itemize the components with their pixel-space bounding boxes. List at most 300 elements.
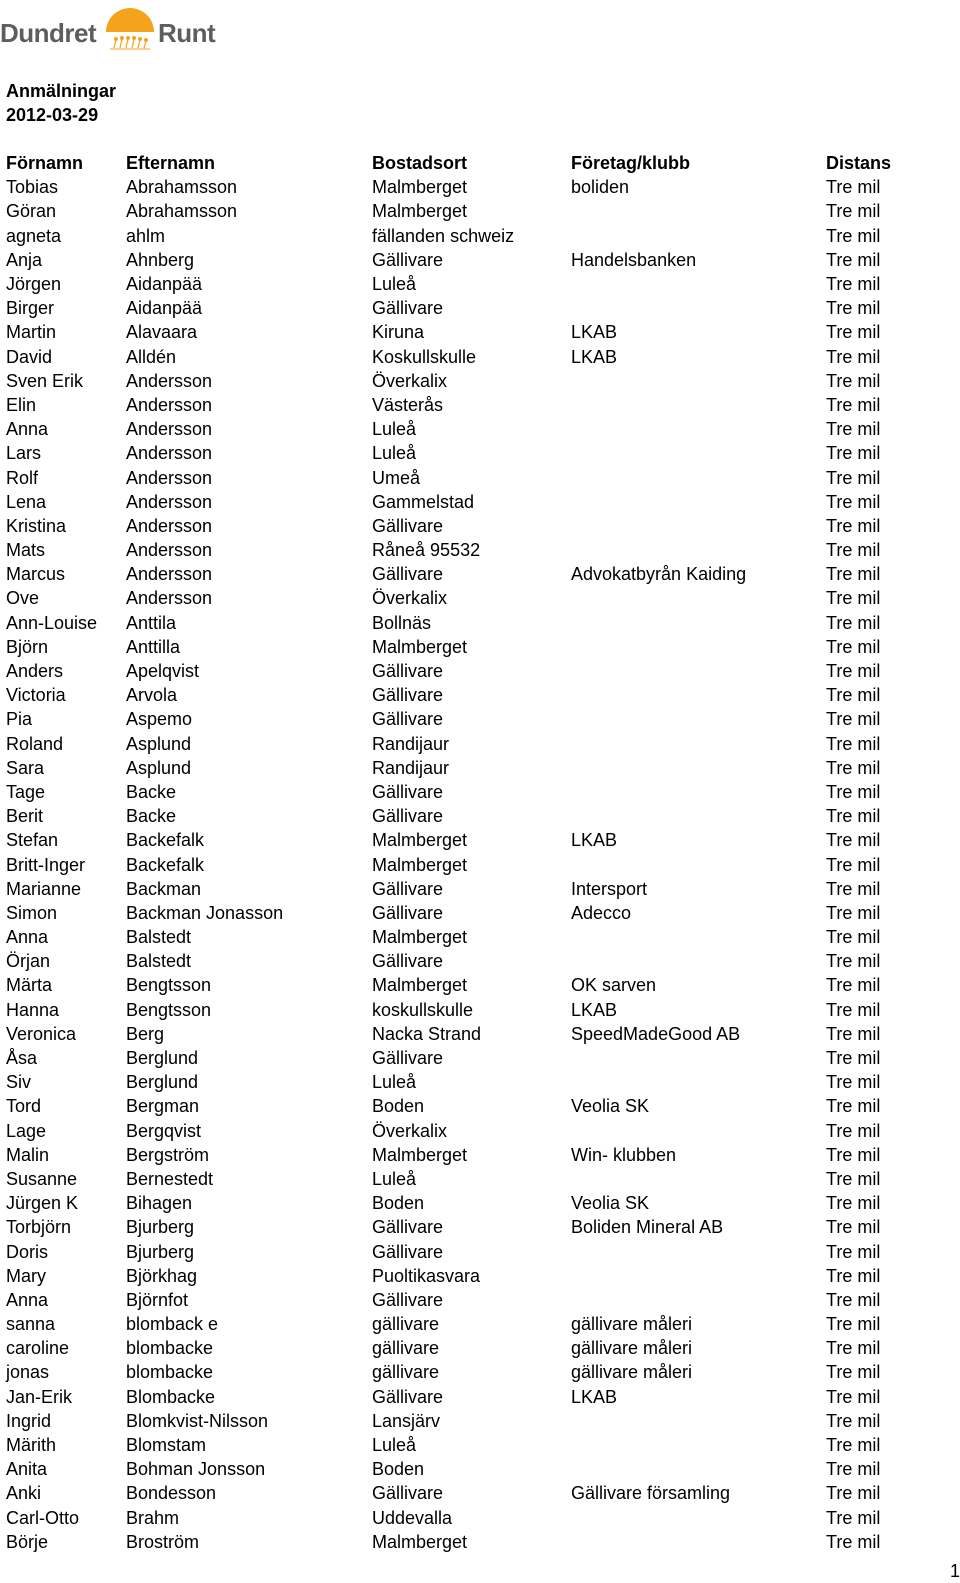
table-row <box>0 756 900 780</box>
cell-first-name: sanna <box>6 1314 56 1335</box>
cell-distance: Tre mil <box>826 322 881 343</box>
cell-first-name: Veronica <box>6 1023 77 1044</box>
cell-club <box>565 804 820 828</box>
cell-club <box>565 1530 820 1554</box>
cell-first-name: Börje <box>6 1531 49 1552</box>
dundret-runt-logo <box>0 2 230 54</box>
table-row <box>0 1143 900 1167</box>
cell-city: Gällivare <box>372 1386 444 1407</box>
cell-last-name: Björkhag <box>126 1265 198 1286</box>
cell-distance: Tre mil <box>826 927 881 948</box>
table-row <box>0 1360 900 1384</box>
cell-club <box>565 393 820 417</box>
table-row <box>0 611 900 635</box>
cell-club: gällivare måleri <box>571 1362 693 1383</box>
cell-last-name: Abrahamsson <box>126 201 238 222</box>
table-row <box>0 224 900 248</box>
table-header-row <box>0 151 900 175</box>
cell-city: Uddevalla <box>372 1507 453 1528</box>
cell-distance: Tre mil <box>826 274 881 295</box>
cell-club <box>565 1070 820 1094</box>
page-number: 1 <box>949 1561 960 1581</box>
cell-city: gällivare <box>372 1314 440 1335</box>
cell-club <box>565 949 820 973</box>
cell-last-name: Berg <box>126 1023 165 1044</box>
cell-city: Malmberget <box>372 177 468 198</box>
cell-distance: Tre mil <box>826 298 881 319</box>
table-row <box>0 1119 900 1143</box>
cell-club <box>565 925 820 949</box>
cell-city: Kiruna <box>372 322 425 343</box>
cell-first-name: Anders <box>6 661 64 682</box>
cell-city: Luleå <box>372 443 417 464</box>
cell-distance: Tre mil <box>826 1241 881 1262</box>
table-row <box>0 780 900 804</box>
table-row <box>0 1215 900 1239</box>
cell-club: LKAB <box>571 346 618 367</box>
cell-city: gällivare <box>372 1338 440 1359</box>
table-row <box>0 1022 900 1046</box>
cell-first-name: Åsa <box>6 1048 38 1069</box>
cell-city: Gällivare <box>372 564 444 585</box>
cell-last-name: Asplund <box>126 733 192 754</box>
cell-club <box>565 732 820 756</box>
cell-club: Gällivare församling <box>571 1483 731 1504</box>
cell-distance: Tre mil <box>826 346 881 367</box>
cell-city: Luleå <box>372 274 417 295</box>
cell-city: Överkalix <box>372 588 448 609</box>
table-row <box>0 659 900 683</box>
table-row <box>0 320 900 344</box>
table-row <box>0 1336 900 1360</box>
cell-first-name: Roland <box>6 733 64 754</box>
cell-first-name: Sara <box>6 757 45 778</box>
cell-last-name: Bergström <box>126 1144 210 1165</box>
cell-club: OK sarven <box>571 975 657 996</box>
cell-first-name: Göran <box>6 201 57 222</box>
cell-city: Gällivare <box>372 661 444 682</box>
page-title: Anmälningar <box>6 81 117 101</box>
cell-last-name: Andersson <box>126 588 213 609</box>
cell-first-name: Sven Erik <box>6 370 84 391</box>
cell-city: Malmberget <box>372 1144 468 1165</box>
cell-city: Malmberget <box>372 854 468 875</box>
cell-city: Randijaur <box>372 733 450 754</box>
cell-city: Gällivare <box>372 951 444 972</box>
cell-distance: Tre mil <box>826 1193 881 1214</box>
cell-first-name: Marianne <box>6 878 82 899</box>
cell-club: Veolia SK <box>571 1096 650 1117</box>
registrations-table <box>0 151 900 1554</box>
cell-first-name: Jürgen K <box>6 1193 79 1214</box>
cell-last-name: Asplund <box>126 757 192 778</box>
cell-first-name: Pia <box>6 709 33 730</box>
cell-distance: Tre mil <box>826 1144 881 1165</box>
cell-city: Gammelstad <box>372 491 475 512</box>
table-row <box>0 1288 900 1312</box>
cell-distance: Tre mil <box>826 1072 881 1093</box>
cell-first-name: Simon <box>6 902 58 923</box>
cell-city: Gällivare <box>372 298 444 319</box>
cell-club <box>565 1046 820 1070</box>
cell-last-name: Bjurberg <box>126 1241 195 1262</box>
cell-distance: Tre mil <box>826 1338 881 1359</box>
cell-city: Gällivare <box>372 685 444 706</box>
cell-first-name: Anita <box>6 1459 48 1480</box>
cell-first-name: Doris <box>6 1241 49 1262</box>
cell-distance: Tre mil <box>826 225 881 246</box>
table-row <box>0 296 900 320</box>
table-row <box>0 949 900 973</box>
cell-first-name: Anja <box>6 249 43 270</box>
cell-distance: Tre mil <box>826 999 881 1020</box>
cell-club: Veolia SK <box>571 1193 650 1214</box>
table-row <box>0 465 900 489</box>
cell-first-name: Märta <box>6 975 53 996</box>
cell-first-name: Siv <box>6 1072 32 1093</box>
cell-city: gällivare <box>372 1362 440 1383</box>
cell-distance: Tre mil <box>826 419 881 440</box>
table-row <box>0 562 900 586</box>
cell-city: Överkalix <box>372 370 448 391</box>
cell-distance: Tre mil <box>826 1168 881 1189</box>
table-row <box>0 1385 900 1409</box>
cell-distance: Tre mil <box>826 1386 881 1407</box>
cell-city: Boden <box>372 1193 425 1214</box>
cell-distance: Tre mil <box>826 443 881 464</box>
cell-club: LKAB <box>571 999 618 1020</box>
cell-city: Malmberget <box>372 830 468 851</box>
cell-last-name: Balstedt <box>126 927 192 948</box>
cell-city: Nacka Strand <box>372 1023 482 1044</box>
cell-first-name: Björn <box>6 636 49 657</box>
cell-first-name: Mary <box>6 1265 46 1286</box>
table-row <box>0 1481 900 1505</box>
cell-city: Lansjärv <box>372 1410 441 1431</box>
cell-city: Gällivare <box>372 249 444 270</box>
cell-distance: Tre mil <box>826 540 881 561</box>
cell-last-name: Alavaara <box>126 322 198 343</box>
cell-last-name: Arvola <box>126 685 178 706</box>
table-row <box>0 1046 900 1070</box>
cell-club <box>565 272 820 296</box>
cell-distance: Tre mil <box>826 1435 881 1456</box>
cell-distance: Tre mil <box>826 830 881 851</box>
cell-club: Boliden Mineral AB <box>571 1217 724 1238</box>
cell-last-name: Brahm <box>126 1507 180 1528</box>
cell-last-name: Anttila <box>126 612 177 633</box>
table-row <box>0 707 900 731</box>
cell-first-name: Anna <box>6 419 49 440</box>
cell-club <box>565 1288 820 1312</box>
cell-distance: Tre mil <box>826 975 881 996</box>
cell-distance: Tre mil <box>826 1362 881 1383</box>
cell-city: Umeå <box>372 467 421 488</box>
cell-last-name: Ahnberg <box>126 249 195 270</box>
cell-first-name: Kristina <box>6 515 67 536</box>
cell-last-name: Andersson <box>126 370 213 391</box>
cell-club <box>565 441 820 465</box>
cell-first-name: Anna <box>6 927 49 948</box>
cell-first-name: Lars <box>6 443 42 464</box>
table-row <box>0 901 900 925</box>
cell-last-name: Backman <box>126 878 202 899</box>
table-row <box>0 417 900 441</box>
cell-first-name: Anki <box>6 1483 42 1504</box>
cell-city: Malmberget <box>372 201 468 222</box>
cell-last-name: Abrahamsson <box>126 177 238 198</box>
cell-distance: Tre mil <box>826 612 881 633</box>
table-row <box>0 732 900 756</box>
cell-last-name: Andersson <box>126 540 213 561</box>
cell-city: Luleå <box>372 1072 417 1093</box>
cell-club <box>565 611 820 635</box>
cell-last-name: Broström <box>126 1531 200 1552</box>
cell-first-name: Elin <box>6 394 37 415</box>
cell-first-name: Martin <box>6 322 57 343</box>
cell-first-name: Lena <box>6 491 47 512</box>
cell-last-name: Bjurberg <box>126 1217 195 1238</box>
cell-city: Gällivare <box>372 709 444 730</box>
cell-distance: Tre mil <box>826 515 881 536</box>
cell-last-name: Bihagen <box>126 1193 193 1214</box>
cell-city: Gällivare <box>372 1241 444 1262</box>
cell-distance: Tre mil <box>826 854 881 875</box>
table-row <box>0 175 900 199</box>
cell-last-name: Anttilla <box>126 636 181 657</box>
table-row <box>0 877 900 901</box>
table-body <box>0 175 900 1554</box>
column-header-distance: Distans <box>826 153 892 174</box>
page-date: 2012-03-29 <box>6 105 99 125</box>
cell-first-name: Susanne <box>6 1168 78 1189</box>
cell-last-name: Aidanpää <box>126 274 203 295</box>
cell-club: LKAB <box>571 830 618 851</box>
cell-first-name: Anna <box>6 1289 49 1310</box>
table-row <box>0 1457 900 1481</box>
cell-distance: Tre mil <box>826 1410 881 1431</box>
cell-club <box>565 707 820 731</box>
cell-distance: Tre mil <box>826 1023 881 1044</box>
table-row <box>0 345 900 369</box>
cell-first-name: caroline <box>6 1338 70 1359</box>
table-row <box>0 683 900 707</box>
cell-club <box>565 635 820 659</box>
cell-first-name: jonas <box>6 1362 50 1383</box>
column-header-city: Bostadsort <box>372 153 468 174</box>
cell-distance: Tre mil <box>826 757 881 778</box>
table-row <box>0 828 900 852</box>
logo-word-right: Runt <box>158 18 216 48</box>
table-row <box>0 852 900 876</box>
cell-city: Koskullskulle <box>372 346 477 367</box>
cell-last-name: Aidanpää <box>126 298 203 319</box>
cell-city: fällanden schweiz <box>372 225 515 246</box>
cell-distance: Tre mil <box>826 564 881 585</box>
cell-first-name: Tobias <box>6 177 59 198</box>
cell-distance: Tre mil <box>826 685 881 706</box>
cell-last-name: Bergqvist <box>126 1120 202 1141</box>
cell-city: Boden <box>372 1459 425 1480</box>
cell-club: LKAB <box>571 1386 618 1407</box>
cell-distance: Tre mil <box>826 709 881 730</box>
cell-last-name: Berglund <box>126 1072 199 1093</box>
cell-club: Intersport <box>571 878 648 899</box>
cell-club <box>565 1167 820 1191</box>
table-row <box>0 369 900 393</box>
cell-club: Win- klubben <box>571 1144 677 1165</box>
cell-distance: Tre mil <box>826 1120 881 1141</box>
cell-club <box>565 1409 820 1433</box>
cell-last-name: Andersson <box>126 491 213 512</box>
cell-distance: Tre mil <box>826 1217 881 1238</box>
cell-club: SpeedMadeGood AB <box>571 1023 741 1044</box>
cell-club <box>565 1433 820 1457</box>
cell-last-name: Bohman Jonsson <box>126 1459 266 1480</box>
cell-distance: Tre mil <box>826 636 881 657</box>
cell-club <box>565 1119 820 1143</box>
cell-last-name: Alldén <box>126 346 177 367</box>
cell-city: Malmberget <box>372 1531 468 1552</box>
cell-first-name: Britt-Inger <box>6 854 86 875</box>
cell-last-name: Backefalk <box>126 830 205 851</box>
cell-club <box>565 369 820 393</box>
cell-distance: Tre mil <box>826 1531 881 1552</box>
cell-first-name: Tage <box>6 781 46 802</box>
cell-distance: Tre mil <box>826 394 881 415</box>
table-row <box>0 248 900 272</box>
cell-city: Malmberget <box>372 975 468 996</box>
cell-club <box>565 756 820 780</box>
cell-distance: Tre mil <box>826 201 881 222</box>
cell-club <box>565 1457 820 1481</box>
table-row <box>0 393 900 417</box>
cell-first-name: Tord <box>6 1096 42 1117</box>
cell-first-name: Mats <box>6 540 46 561</box>
cell-club <box>565 417 820 441</box>
cell-club: Advokatbyrån Kaiding <box>571 564 747 585</box>
cell-club <box>565 852 820 876</box>
cell-last-name: Blomkvist-Nilsson <box>126 1410 269 1431</box>
table-row <box>0 635 900 659</box>
cell-city: Gällivare <box>372 1048 444 1069</box>
cell-city: Luleå <box>372 419 417 440</box>
cell-club <box>565 224 820 248</box>
cell-city: Bollnäs <box>372 612 432 633</box>
cell-club: boliden <box>571 177 630 198</box>
cell-distance: Tre mil <box>826 1459 881 1480</box>
cell-last-name: Blombacke <box>126 1386 216 1407</box>
cell-first-name: Jan-Erik <box>6 1386 73 1407</box>
table-row <box>0 1070 900 1094</box>
cell-distance: Tre mil <box>826 177 881 198</box>
table-row <box>0 1409 900 1433</box>
cell-last-name: Björnfot <box>126 1289 189 1310</box>
cell-last-name: Apelqvist <box>126 661 200 682</box>
cell-first-name: Rolf <box>6 467 39 488</box>
cell-last-name: Bernestedt <box>126 1168 214 1189</box>
cell-city: Västerås <box>372 394 444 415</box>
table-row <box>0 1433 900 1457</box>
cell-distance: Tre mil <box>826 1483 881 1504</box>
cell-first-name: agneta <box>6 225 62 246</box>
cell-distance: Tre mil <box>826 1048 881 1069</box>
cell-club <box>565 683 820 707</box>
column-header-first-name: Förnamn <box>6 153 84 174</box>
cell-club <box>565 1264 820 1288</box>
table-row <box>0 1167 900 1191</box>
cell-first-name: Stefan <box>6 830 59 851</box>
cell-club <box>565 1506 820 1530</box>
cell-distance: Tre mil <box>826 1096 881 1117</box>
cell-city: Råneå 95532 <box>372 540 481 561</box>
cell-club <box>565 586 820 610</box>
cell-city: Luleå <box>372 1168 417 1189</box>
cell-last-name: Andersson <box>126 443 213 464</box>
cell-last-name: Bengtsson <box>126 975 212 996</box>
table-row <box>0 586 900 610</box>
cell-city: Överkalix <box>372 1120 448 1141</box>
table-row <box>0 1312 900 1336</box>
cell-distance: Tre mil <box>826 878 881 899</box>
cell-last-name: Andersson <box>126 419 213 440</box>
cell-city: Gällivare <box>372 878 444 899</box>
cell-distance: Tre mil <box>826 1265 881 1286</box>
cell-last-name: Blomstam <box>126 1435 207 1456</box>
table-row <box>0 973 900 997</box>
cell-distance: Tre mil <box>826 467 881 488</box>
cell-club <box>565 514 820 538</box>
cell-city: Gällivare <box>372 515 444 536</box>
cell-first-name: Ove <box>6 588 40 609</box>
cell-first-name: Berit <box>6 806 44 827</box>
cell-distance: Tre mil <box>826 588 881 609</box>
table-row <box>0 1506 900 1530</box>
cell-last-name: Backe <box>126 781 177 802</box>
cell-distance: Tre mil <box>826 491 881 512</box>
table-row <box>0 1264 900 1288</box>
cell-first-name: Hanna <box>6 999 60 1020</box>
cell-last-name: Balstedt <box>126 951 192 972</box>
cell-distance: Tre mil <box>826 370 881 391</box>
table-row <box>0 1530 900 1554</box>
cell-club <box>565 538 820 562</box>
cell-distance: Tre mil <box>826 249 881 270</box>
cell-distance: Tre mil <box>826 1507 881 1528</box>
cell-last-name: Backefalk <box>126 854 205 875</box>
cell-first-name: Örjan <box>6 951 51 972</box>
cell-city: Gällivare <box>372 902 444 923</box>
cell-club <box>565 199 820 223</box>
cell-first-name: Ann-Louise <box>6 612 98 633</box>
cell-first-name: Ingrid <box>6 1410 52 1431</box>
cell-city: koskullskulle <box>372 999 474 1020</box>
cell-last-name: Backe <box>126 806 177 827</box>
cell-city: Gällivare <box>372 1289 444 1310</box>
cell-club: Adecco <box>571 902 632 923</box>
cell-club <box>565 296 820 320</box>
cell-last-name: Andersson <box>126 564 213 585</box>
cell-club <box>565 490 820 514</box>
cell-first-name: Märith <box>6 1435 57 1456</box>
cell-first-name: Malin <box>6 1144 50 1165</box>
cell-club: gällivare måleri <box>571 1314 693 1335</box>
table-row <box>0 925 900 949</box>
logo-word-left: Dundret <box>0 18 97 48</box>
cell-last-name: Bondesson <box>126 1483 217 1504</box>
sun-icon <box>106 8 154 32</box>
cell-distance: Tre mil <box>826 733 881 754</box>
